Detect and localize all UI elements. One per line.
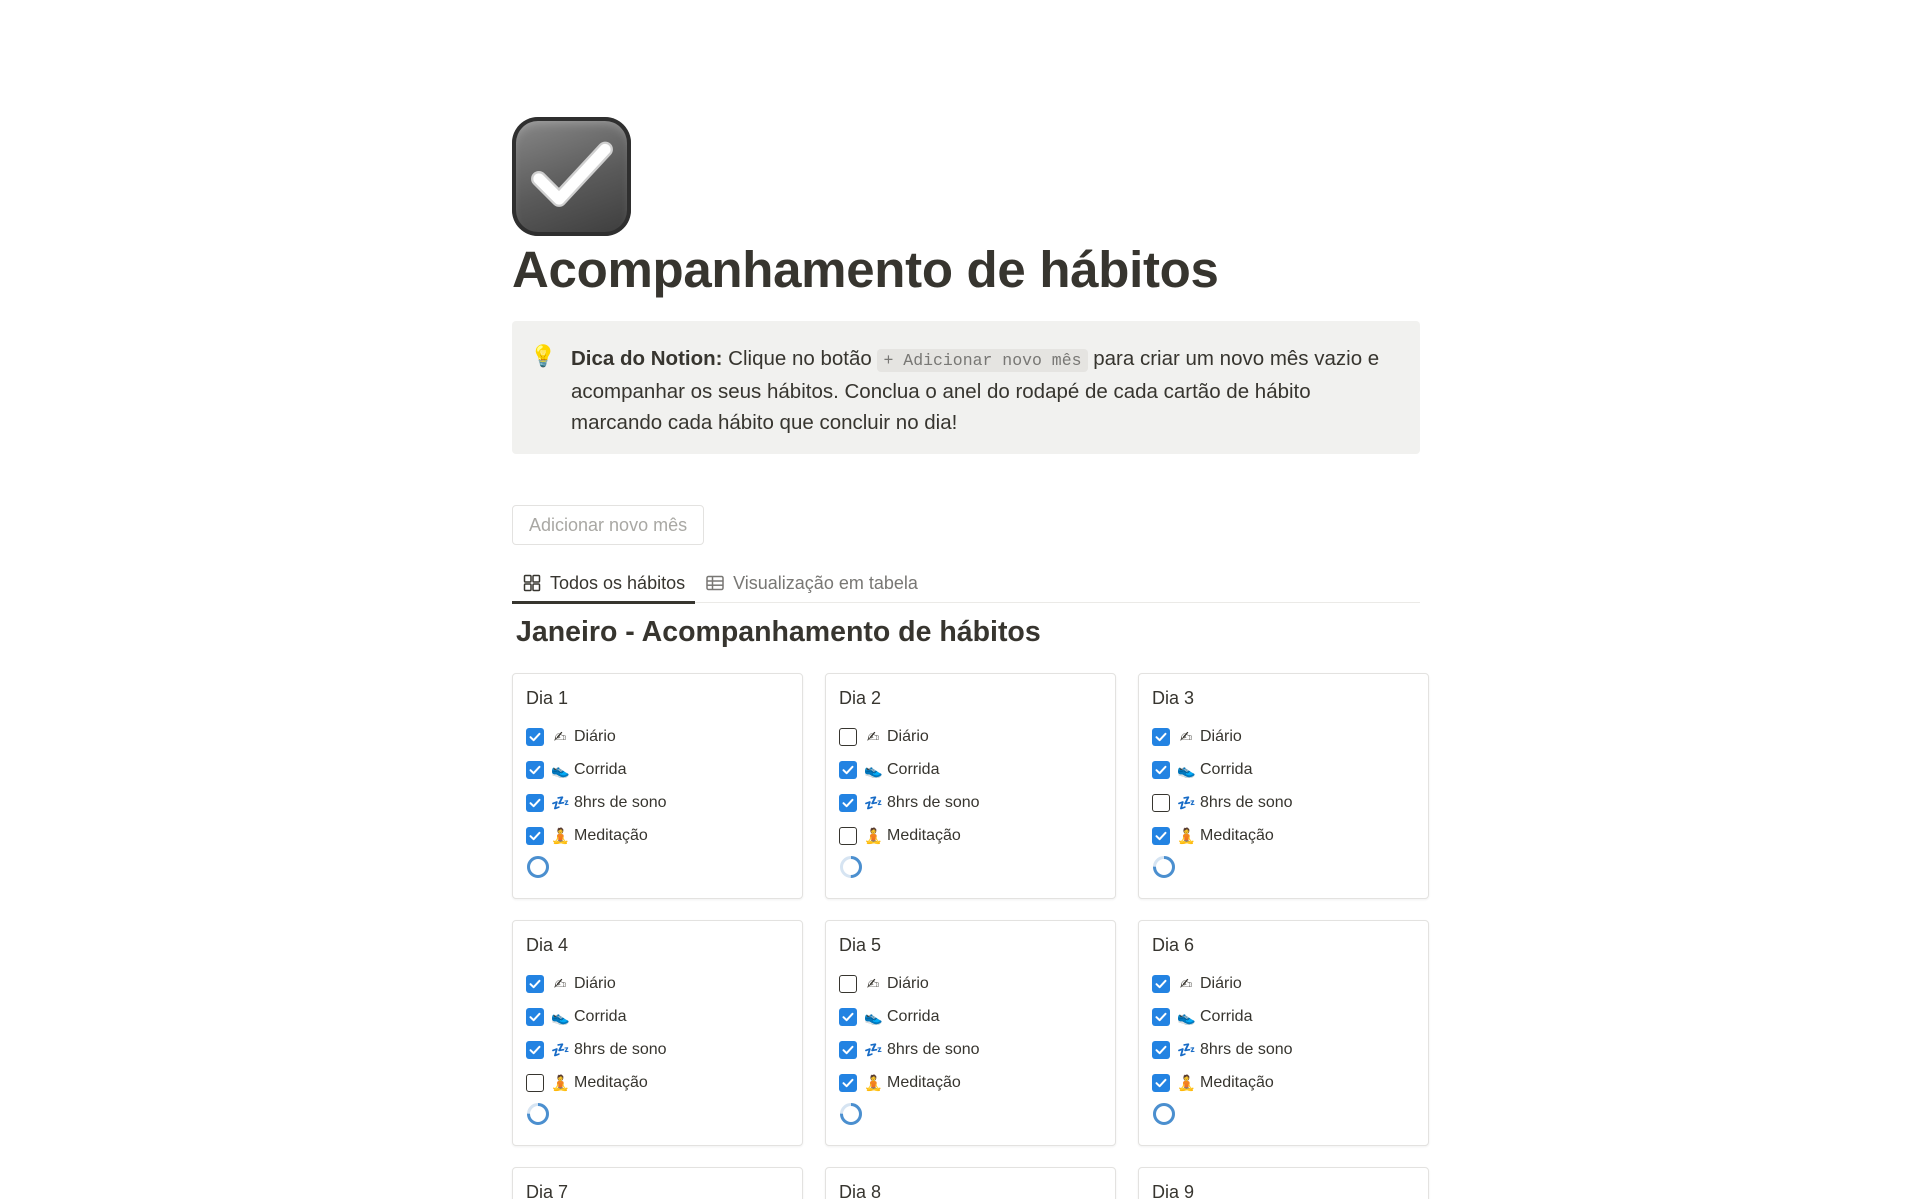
page-title: Acompanhamento de hábitos (512, 241, 1219, 298)
habit-checkbox[interactable] (839, 827, 857, 845)
habit-checkbox[interactable] (839, 975, 857, 993)
running-shoe-icon: 👟 (551, 760, 570, 779)
habit-row (1152, 819, 1415, 852)
habit-card[interactable] (825, 673, 1116, 899)
habit-row (526, 819, 789, 852)
habit-checkbox[interactable] (1152, 761, 1170, 779)
habit-checkbox[interactable] (1152, 1074, 1170, 1092)
writing-hand-icon: ✍ (1179, 727, 1193, 746)
writing-hand-icon: ✍ (866, 974, 880, 993)
card-title: Dia 8 (839, 1182, 882, 1199)
progress-ring (1152, 855, 1176, 879)
habit-row (839, 786, 1102, 819)
progress-ring-fill (529, 858, 548, 877)
running-shoe-icon: 👟 (1177, 1007, 1196, 1026)
habit-label: Meditação (887, 826, 961, 844)
habit-card[interactable] (1138, 1167, 1429, 1199)
habit-label: 8hrs de sono (1200, 793, 1293, 811)
progress-ring-fill (1155, 1105, 1174, 1124)
habit-checkbox[interactable] (526, 1041, 544, 1059)
zzz-icon: 💤 (551, 793, 570, 812)
habit-label: 8hrs de sono (574, 1040, 667, 1058)
habit-row (839, 720, 1102, 753)
tab-table-view[interactable] (695, 563, 928, 603)
habit-checkbox[interactable] (839, 728, 857, 746)
progress-ring (839, 1102, 863, 1126)
running-shoe-icon: 👟 (864, 760, 883, 779)
zzz-icon: 💤 (1177, 1040, 1196, 1059)
habit-row (526, 786, 789, 819)
habit-card[interactable] (512, 920, 803, 1146)
habit-label: Corrida (574, 1007, 627, 1025)
progress-ring (526, 855, 550, 879)
habit-checkbox[interactable] (526, 1008, 544, 1026)
habit-checkbox[interactable] (1152, 827, 1170, 845)
habit-label: Meditação (1200, 1073, 1274, 1091)
habit-row (1152, 967, 1415, 1000)
habit-row (1152, 720, 1415, 753)
habit-row (526, 967, 789, 1000)
habit-checkbox[interactable] (526, 1074, 544, 1092)
card-title: Dia 6 (1152, 935, 1195, 955)
view-tabs (512, 563, 1420, 603)
running-shoe-icon: 👟 (551, 1007, 570, 1026)
callout-text-before: Clique no botão (722, 347, 878, 370)
habit-label: Corrida (1200, 760, 1253, 778)
habit-label: Corrida (574, 760, 627, 778)
habit-row (526, 1033, 789, 1066)
habit-label: Diário (1200, 974, 1242, 992)
callout-text (571, 343, 1380, 438)
tab-label: Todos os hábitos (550, 572, 686, 593)
person-meditating-icon: 🧘 (864, 1073, 883, 1092)
habit-card[interactable] (1138, 673, 1429, 899)
person-meditating-icon: 🧘 (1177, 826, 1196, 845)
habit-row (1152, 1066, 1415, 1099)
habit-checkbox[interactable] (526, 794, 544, 812)
habit-label: 8hrs de sono (887, 1040, 980, 1058)
habit-card[interactable] (512, 673, 803, 899)
habit-checkbox[interactable] (1152, 975, 1170, 993)
light-bulb-icon: 💡 (530, 345, 557, 368)
writing-hand-icon: ✍ (553, 974, 567, 993)
habit-row (526, 753, 789, 786)
habit-checkbox[interactable] (839, 1008, 857, 1026)
habit-checkbox[interactable] (526, 761, 544, 779)
habit-label: Meditação (887, 1073, 961, 1091)
habit-row (839, 753, 1102, 786)
card-title: Dia 7 (526, 1182, 569, 1199)
zzz-icon: 💤 (551, 1040, 570, 1059)
card-title: Dia 3 (1152, 688, 1195, 708)
habit-checkbox[interactable] (839, 794, 857, 812)
inline-code: + Adicionar novo mês (877, 349, 1087, 372)
habit-checkbox[interactable] (526, 975, 544, 993)
habit-label: Meditação (574, 826, 648, 844)
card-title: Dia 9 (1152, 1182, 1195, 1199)
habit-row (1152, 1000, 1415, 1033)
habit-checkbox[interactable] (526, 827, 544, 845)
writing-hand-icon: ✍ (553, 727, 567, 746)
habit-row (839, 967, 1102, 1000)
person-meditating-icon: 🧘 (551, 826, 570, 845)
habit-label: 8hrs de sono (574, 793, 667, 811)
habit-label: Corrida (1200, 1007, 1253, 1025)
habit-checkbox[interactable] (839, 1041, 857, 1059)
habit-row (839, 1000, 1102, 1033)
habit-checkbox[interactable] (1152, 728, 1170, 746)
habit-label: Diário (574, 974, 616, 992)
add-new-month-button[interactable]: Adicionar novo mês (512, 505, 704, 545)
group-title: Janeiro - Acompanhamento de hábitos (516, 616, 1041, 648)
person-meditating-icon: 🧘 (551, 1073, 570, 1092)
habit-label: Meditação (1200, 826, 1274, 844)
habit-label: 8hrs de sono (1200, 1040, 1293, 1058)
white-heavy-check-mark-icon[interactable] (512, 117, 631, 236)
progress-ring (839, 855, 863, 879)
habit-card[interactable] (1138, 920, 1429, 1146)
habit-card[interactable] (825, 1167, 1116, 1199)
habit-label: Corrida (887, 760, 940, 778)
habit-label: Meditação (574, 1073, 648, 1091)
habit-row (839, 1033, 1102, 1066)
habit-row (1152, 753, 1415, 786)
habit-label: Diário (887, 727, 929, 745)
callout-bold: Dica do Notion: (571, 347, 723, 370)
habit-checkbox[interactable] (526, 728, 544, 746)
table-icon (705, 573, 725, 593)
habit-row (526, 1066, 789, 1099)
writing-hand-icon: ✍ (866, 727, 880, 746)
progress-ring (1152, 1102, 1176, 1126)
habit-card[interactable] (825, 920, 1116, 1146)
habit-row (1152, 1033, 1415, 1066)
habit-label: Corrida (887, 1007, 940, 1025)
person-meditating-icon: 🧘 (864, 826, 883, 845)
habit-row (526, 1000, 789, 1033)
progress-ring (526, 1102, 550, 1126)
habit-checkbox[interactable] (839, 761, 857, 779)
habit-label: Diário (1200, 727, 1242, 745)
gallery-grid-icon (522, 573, 542, 593)
zzz-icon: 💤 (864, 793, 883, 812)
habit-row (1152, 786, 1415, 819)
tab-label: Visualização em tabela (733, 572, 918, 593)
card-title: Dia 4 (526, 935, 569, 955)
habit-checkbox[interactable] (1152, 1008, 1170, 1026)
card-title: Dia 5 (839, 935, 882, 955)
zzz-icon: 💤 (1177, 793, 1196, 812)
notion-tip-callout (512, 321, 1420, 454)
habit-checkbox[interactable] (839, 1074, 857, 1092)
habit-checkbox[interactable] (1152, 1041, 1170, 1059)
habit-row (839, 819, 1102, 852)
habit-card[interactable] (512, 1167, 803, 1199)
callout-text-after: para criar um novo mês vazio e acompanhar os seus hábitos. Conclua o anel do rodapé de cada cartão de hábito marcando cada hábito que concluir no dia! (571, 347, 1380, 434)
person-meditating-icon: 🧘 (1177, 1073, 1196, 1092)
habit-checkbox[interactable] (1152, 794, 1170, 812)
card-title: Dia 1 (526, 688, 569, 708)
zzz-icon: 💤 (864, 1040, 883, 1059)
habit-row (839, 1066, 1102, 1099)
running-shoe-icon: 👟 (864, 1007, 883, 1026)
habit-label: Diário (887, 974, 929, 992)
running-shoe-icon: 👟 (1177, 760, 1196, 779)
writing-hand-icon: ✍ (1179, 974, 1193, 993)
habit-row (526, 720, 789, 753)
card-title: Dia 2 (839, 688, 882, 708)
habit-label: 8hrs de sono (887, 793, 980, 811)
tab-all-habits[interactable] (512, 563, 695, 603)
habit-label: Diário (574, 727, 616, 745)
